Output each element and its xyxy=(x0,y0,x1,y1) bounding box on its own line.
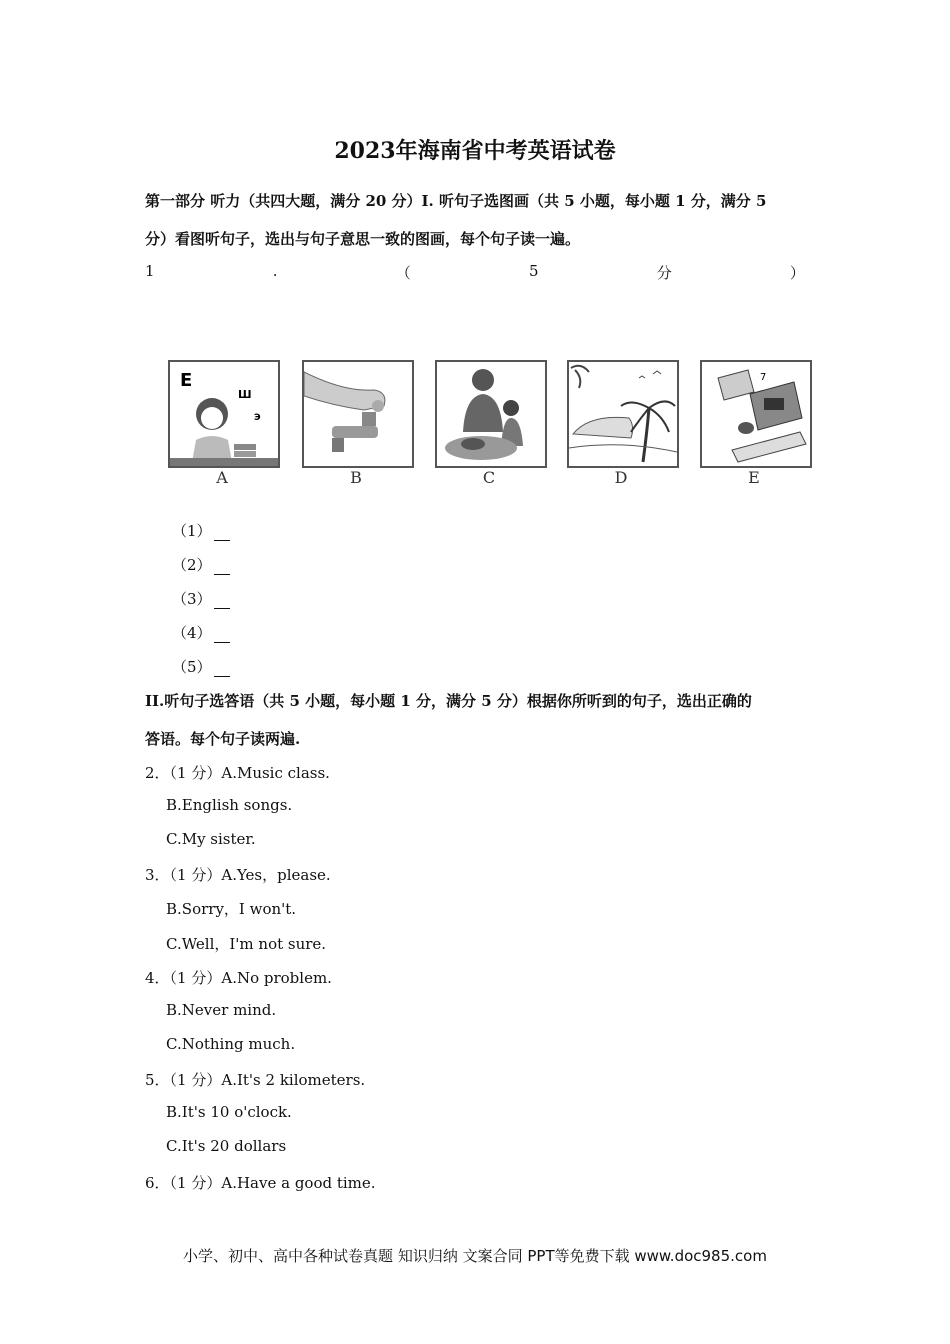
section2-intro-line1: II.听句子选答语（共 5 小题，每小题 1 分，满分 5 分）根据你所听到的句子，选出正确的 xyxy=(145,692,752,710)
question-1-header xyxy=(145,262,805,283)
option-a[interactable]: A.Music class. xyxy=(221,764,330,782)
question-number: 5．（1 分） xyxy=(145,1071,222,1089)
question-4 xyxy=(145,967,332,988)
option-b[interactable]: B.Sorry，I won't. xyxy=(166,900,297,918)
picture-d xyxy=(567,360,679,468)
section2-intro-line2: 答语。每个句子读两遍. xyxy=(145,730,301,748)
svg-text:E: E xyxy=(180,370,193,391)
answer-slot-label: （2） xyxy=(172,556,212,574)
option-c[interactable]: C.My sister. xyxy=(166,830,256,848)
answer-blank[interactable] xyxy=(214,526,230,541)
picture-row xyxy=(168,360,808,490)
question-1-number: 1 xyxy=(145,262,155,280)
picture-e xyxy=(700,360,812,468)
picture-b xyxy=(302,360,414,468)
question-1-rparen: ） xyxy=(789,264,805,282)
svg-text:Ш: Ш xyxy=(238,388,252,401)
part1-intro-line1: 第一部分 听力（共四大题，满分 20 分）I. 听句子选图画（共 5 小题，每小题 1 分，满分 5 xyxy=(145,192,767,210)
question-number: 4．（1 分） xyxy=(145,969,222,987)
option-a[interactable]: A.Yes，please. xyxy=(221,866,331,884)
answer-slot-label: （3） xyxy=(172,590,212,608)
part1-intro-line2: 分）看图听句子，选出与句子意思一致的图画，每个句子读一遍。 xyxy=(145,230,581,248)
picture-label-b: B xyxy=(350,468,362,487)
girl-eye-chart-icon xyxy=(170,362,278,466)
picture-c xyxy=(435,360,547,468)
footer-text: 小学、初中、高中各种试卷真题 知识归纳 文案合同 PPT等免费下载 www.doc985.com xyxy=(183,1247,767,1265)
question-6 xyxy=(145,1172,376,1193)
answer-blank[interactable] xyxy=(214,560,230,575)
question-1-dot: . xyxy=(272,262,278,280)
page-title: 2023年海南省中考英语试卷 xyxy=(334,138,616,164)
grandmother-children-icon xyxy=(437,362,545,466)
question-3 xyxy=(145,864,331,885)
answer-blank[interactable] xyxy=(214,594,230,609)
picture-label-c: C xyxy=(482,468,496,487)
option-c[interactable]: C.It's 20 dollars xyxy=(166,1137,287,1155)
question-1-score: 5 xyxy=(528,262,539,280)
answer-slot-5[interactable] xyxy=(172,656,230,677)
option-a[interactable]: A.No problem. xyxy=(221,969,332,987)
answer-blank[interactable] xyxy=(214,662,230,677)
question-2 xyxy=(145,762,330,783)
answer-slot-2[interactable] xyxy=(172,554,230,575)
option-b[interactable]: B.It's 10 o'clock. xyxy=(166,1103,292,1121)
answer-slot-3[interactable] xyxy=(172,588,230,609)
answer-slot-label: （1） xyxy=(172,522,212,540)
beach-palm-icon xyxy=(569,362,677,466)
option-c[interactable]: C.Well，I'm not sure. xyxy=(166,935,327,953)
picture-label-d: D xyxy=(614,468,628,487)
question-number: 6．（1 分） xyxy=(145,1174,222,1192)
svg-text:Э: Э xyxy=(254,413,261,423)
picture-a xyxy=(168,360,280,468)
option-c[interactable]: C.Nothing much. xyxy=(166,1035,296,1053)
question-1-lparen: （ xyxy=(395,264,411,282)
answer-slot-label: （4） xyxy=(172,624,212,642)
option-a[interactable]: A.Have a good time. xyxy=(221,1174,376,1192)
option-b[interactable]: B.Never mind. xyxy=(166,1001,277,1019)
picture-label-a: A xyxy=(216,468,228,487)
computer-desk-icon xyxy=(702,362,810,466)
answer-slot-1[interactable] xyxy=(172,520,230,541)
question-number: 3．（1 分） xyxy=(145,866,222,884)
svg-text:7: 7 xyxy=(760,372,767,383)
question-1-unit: 分 xyxy=(656,264,672,282)
answer-slot-label: （5） xyxy=(172,658,212,676)
answer-blank[interactable] xyxy=(214,628,230,643)
hand-tap-icon xyxy=(304,362,412,466)
option-b[interactable]: B.English songs. xyxy=(166,796,293,814)
question-number: 2．（1 分） xyxy=(145,764,222,782)
question-5 xyxy=(145,1069,365,1090)
answer-slot-4[interactable] xyxy=(172,622,230,643)
option-a[interactable]: A.It's 2 kilometers. xyxy=(221,1071,366,1089)
picture-label-e: E xyxy=(748,468,760,487)
